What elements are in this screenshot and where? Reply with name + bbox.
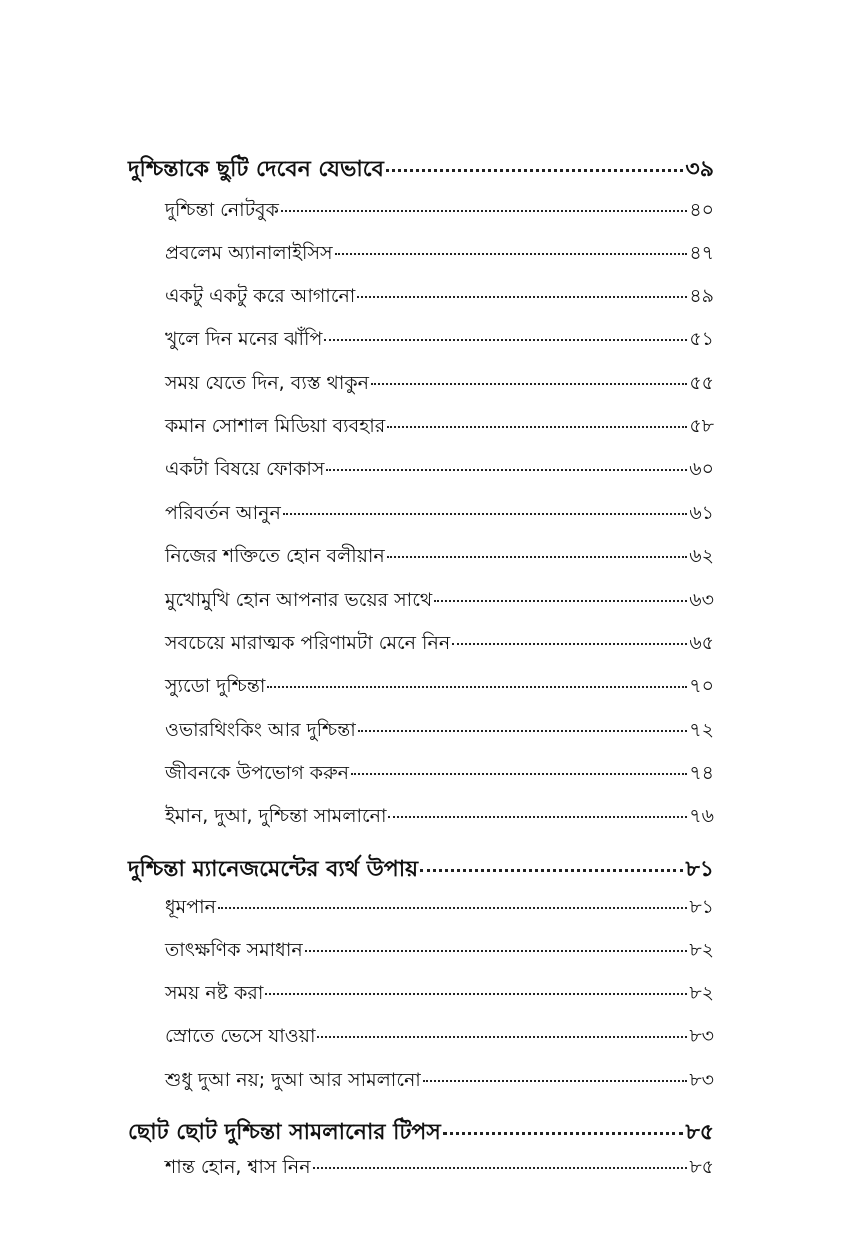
page-number: ৪০ [689,199,714,221]
page-number: ৫৮ [689,415,714,437]
dot-leader [305,950,688,952]
toc-entry[interactable] [165,672,714,704]
entry-title: শুধু দুআ নয়; দুআ আর সামলানো [165,1069,421,1091]
toc-entry[interactable] [165,979,714,1011]
entry-title: ধূমপান [165,896,216,918]
toc-entry[interactable] [165,586,714,618]
dot-leader [434,600,687,602]
dot-leader [265,993,687,995]
dot-leader [387,556,688,558]
entry-title: খুলে দিন মনের ঝাঁপি [165,328,323,350]
entry-title: পরিবর্তন আনুন [165,502,281,524]
page-number: ৮৩ [689,1025,714,1047]
toc-entry[interactable] [165,325,714,357]
dot-leader [420,869,683,872]
page-number: ৬৩ [689,589,714,611]
page-number: ৫১ [689,328,714,350]
toc-entry[interactable] [165,455,714,487]
toc-entry[interactable] [165,893,714,925]
toc-entry[interactable] [165,542,714,574]
page-number: ৪৯ [689,285,714,307]
entry-title: একটা বিষয়ে ফোকাস [165,458,325,480]
dot-leader [371,383,687,385]
toc-entry[interactable] [165,369,714,401]
entry-title: সময় যেতে দিন, ব্যস্ত থাকুন [165,372,369,394]
entry-title: স্যুডো দুশ্চিন্তা [165,675,266,697]
entry-title: কমান সোশাল মিডিয়া ব্যবহার [165,415,386,437]
dot-leader [267,686,687,688]
entry-title: একটু একটু করে আগানো [165,285,356,307]
toc-entry[interactable] [165,1022,714,1054]
page-number: ৭২ [689,719,714,741]
section-title: ছোট ছোট দুশ্চিন্তা সামলানোর টিপস [128,1120,441,1145]
toc-entry[interactable] [165,239,714,271]
page-number: ৭৪ [689,762,714,784]
toc-entry[interactable] [165,282,714,314]
dot-leader [351,773,687,775]
page-number: ৭০ [689,675,714,697]
page-number: ৮৫ [689,1156,714,1178]
dot-leader [358,730,688,732]
dot-leader [357,296,687,298]
page-number: ৮৫ [685,1120,714,1145]
entry-title: ইমান, দুআ, দুশ্চিন্তা সামলানো [165,805,387,827]
page-number: ৮২ [689,939,714,961]
entry-title: তাৎক্ষণিক সমাধান [165,939,303,961]
dot-leader [423,1080,688,1082]
dot-leader [317,1036,687,1038]
entry-title: জীবনকে উপভোগ করুন [165,762,350,784]
page-number: ৫৫ [689,372,714,394]
dot-leader [283,513,687,515]
toc-entry[interactable] [165,1153,714,1185]
dot-leader [443,1132,684,1135]
page-number: ৪৭ [689,242,714,264]
toc-entry[interactable] [165,412,714,444]
page-number: ৬১ [689,502,714,524]
toc-entry[interactable] [165,802,714,834]
entry-title: সময় নষ্ট করা [165,982,264,1004]
entry-title: স্রোতে ভেসে যাওয়া [165,1025,316,1047]
toc-entry[interactable] [165,716,714,748]
dot-leader [386,169,684,172]
dot-leader [387,426,687,428]
page-number: ৭৬ [689,805,714,827]
dot-leader [388,816,687,818]
page-number: ৮১ [689,896,714,918]
entry-title: নিজের শক্তিতে হোন বলীয়ান [165,545,385,567]
section-title: দুশ্চিন্তাকে ছুটি দেবেন যেভাবে [128,157,384,182]
dot-leader [452,643,687,645]
page-number: ৬০ [689,458,714,480]
toc-entry[interactable] [165,1066,714,1098]
entry-title: ওভারথিংকিং আর দুশ্চিন্তা [165,719,356,741]
dot-leader [324,339,687,341]
toc-entry[interactable] [165,629,714,661]
entry-title: প্রবলেম অ্যানালাইসিস [165,242,333,264]
toc-section-heading[interactable] [128,152,714,189]
dot-leader [313,1167,688,1169]
entry-title: মুখোমুখি হোন আপনার ভয়ের সাথে [165,589,433,611]
page-number: ৮৩ [689,1069,714,1091]
page-number: ৩৯ [685,157,714,182]
page-number: ৮১ [685,857,714,882]
entry-title: সবচেয়ে মারাত্মক পরিণামটা মেনে নিন [165,632,451,654]
dot-leader [218,907,687,909]
dot-leader [281,210,687,212]
toc-section-heading[interactable] [128,1115,714,1152]
toc-entry[interactable] [165,196,714,228]
page-number: ৬৫ [689,632,714,654]
page-number: ৮২ [689,982,714,1004]
toc-entry[interactable] [165,936,714,968]
toc-section-heading[interactable] [128,852,714,889]
dot-leader [335,253,688,255]
toc-entry[interactable] [165,499,714,531]
toc-entry[interactable] [165,759,714,791]
section-title: দুশ্চিন্তা ম্যানেজমেন্টের ব্যর্থ উপায় [128,857,419,882]
dot-leader [326,469,687,471]
entry-title: শান্ত হোন, শ্বাস নিন [165,1156,311,1178]
page-number: ৬২ [689,545,714,567]
entry-title: দুশ্চিন্তা নোটবুক [165,199,279,221]
